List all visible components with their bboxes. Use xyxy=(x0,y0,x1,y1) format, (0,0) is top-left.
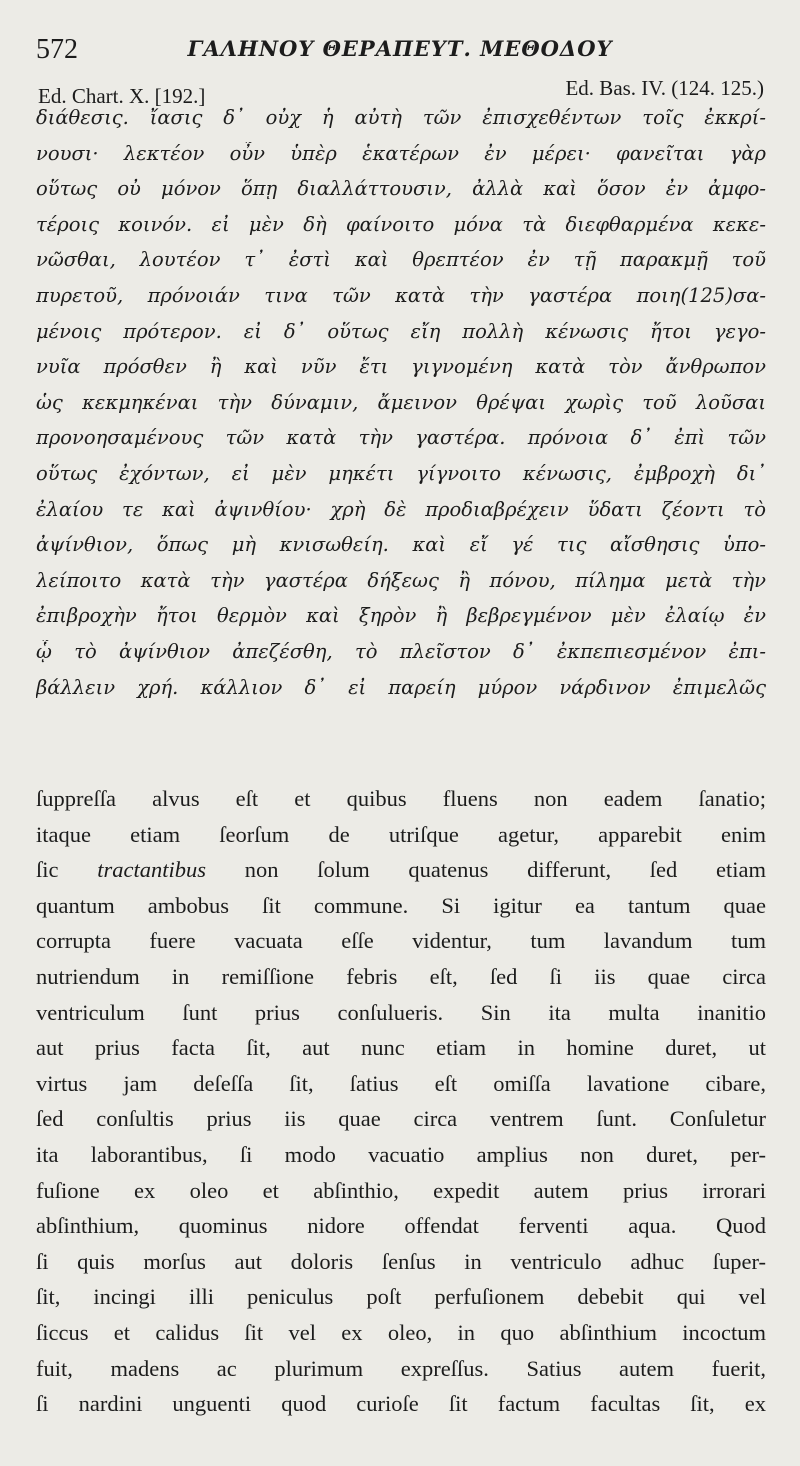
greek-text-line: ἀψίνθιον, ὅπως μὴ κνισωθείη. καὶ εἴ γέ τις αἴσθησις ὑπο- xyxy=(36,533,766,557)
latin-text-line: corrupta fuere vacuata eſſe videntur, tum lavandum tum xyxy=(36,928,766,954)
latin-text-line: ventriculum ſunt prius conſulueris. Sin ita multa inanitio xyxy=(36,999,766,1025)
latin-text-line: ſuppreſſa alvus eſt et quibus fluens non eadem ſanatio; xyxy=(36,786,766,811)
greek-text-line: νυῖα πρόσθεν ἢ καὶ νῦν ἔτι γιγνομένη κατὰ τὸν ἄνθρωπον xyxy=(36,355,766,379)
latin-text-line: nutriendum in remiſſione febris eſt, ſed ſi iis quae circa xyxy=(36,964,766,989)
latin-text-line: virtus jam deſeſſa ſit, ſatius eſt omiſſa lavatione cibare, xyxy=(36,1070,766,1096)
greek-text-line: ἐπιβροχὴν ἤτοι θερμὸν καὶ ξηρὸν ἢ βεβρεγμένον μὲν ἐλαίῳ ἐν xyxy=(36,604,766,628)
italic-word: tractantibus xyxy=(97,857,206,883)
greek-text-line: πυρετοῦ, πρόνοιάν τινα τῶν κατὰ τὴν γαστέρα ποιη(125)σα- xyxy=(36,284,766,307)
latin-text-line: ſed conſultis prius iis quae circa ventrem ſunt. Conſuletur xyxy=(36,1106,766,1132)
latin-text-line: quantum ambobus ſit commune. Si igitur ea tantum quae xyxy=(36,892,766,918)
greek-text-line: βάλλειν χρή. κάλλιον δ᾽ εἰ παρείη μύρον νάρδινον ἐπιμελῶς xyxy=(36,675,766,699)
latin-text-line: itaque etiam ſeorſum de utriſque agetur, apparebit enim xyxy=(36,821,766,847)
greek-text-line: προνοησαμένους τῶν κατὰ τὴν γαστέρα. πρόνοια δ᾽ ἐπὶ τῶν xyxy=(36,426,766,450)
greek-text-line: νουσι· λεκτέον οὖν ὑπὲρ ἑκατέρων ἐν μέρει· φανεῖται γὰρ xyxy=(36,141,766,165)
edition-chartier: Ed. Chart. X. [192.] xyxy=(38,84,206,108)
latin-text-line: aut prius facta ſit, aut nunc etiam in homine duret, ut xyxy=(36,1035,766,1061)
page-number: 572 xyxy=(36,34,78,65)
edition-basel: Ed. Bas. IV. (124. 125.) xyxy=(565,76,764,100)
latin-text-line: ſit, incingi illi peniculus poſt perfuſionem debebit qui vel xyxy=(36,1284,766,1310)
greek-text-line: ἐλαίου τε καὶ ἀψινθίου· χρὴ δὲ προδιαβρέχειν ὕδατι ζέοντι τὸ xyxy=(36,497,766,521)
latin-text-line: ſi quis morſus aut doloris ſenſus in ventriculo adhuc ſuper- xyxy=(36,1248,766,1274)
greek-text-line: οὕτως οὐ μόνον ὅπῃ διαλλάττουσιν, ἀλλὰ καὶ ὅσον ἐν ἀμφο- xyxy=(36,177,766,201)
latin-text-line: abſinthium, quominus nidore offendat ferventi aqua. Quod xyxy=(36,1213,766,1239)
greek-text-line: λείποιτο κατὰ τὴν γαστέρα δήξεως ἢ πόνου, πίλημα μετὰ τὴν xyxy=(36,568,766,592)
greek-text-line: ᾧ τὸ ἀψίνθιον ἀπεζέσθη, τὸ πλεῖστον δ᾽ ἐκπεπιεσμένον ἐπι- xyxy=(36,640,766,663)
greek-text-line: τέροις κοινόν. εἰ μὲν δὴ φαίνοιτο μόνα τὰ διεφθαρμένα κεκε- xyxy=(36,212,766,236)
latin-text-line: ſiccus et calidus ſit vel ex oleo, in quo abſinthium incoctum xyxy=(36,1320,766,1345)
latin-text-line: fuit, madens ac plurimum expreſſus. Satius autem fuerit, xyxy=(36,1355,766,1381)
greek-text-line: νῶσθαι, λουτέον τ᾽ ἐστὶ καὶ θρεπτέον ἐν τῇ παρακμῇ τοῦ xyxy=(36,248,766,272)
greek-text-line: διάθεσις. ἴασις δ᾽ οὐχ ἡ αὐτὴ τῶν ἐπισχεθέντων τοῖς ἐκκρί- xyxy=(36,106,766,129)
greek-text-line: ὡς κεκμηκέναι τὴν δύναμιν, ἄμεινον θρέψαι χωρὶς τοῦ λοῦσαι xyxy=(36,390,766,414)
greek-text-line: μένοις πρότερον. εἰ δ᾽ οὕτως εἴη πολλὴ κένωσις ἤτοι γεγο- xyxy=(36,319,766,343)
running-title: ΓΑΛΗΝΟΥ ΘΕΡΑΠΕΥΤ. ΜΕΘΟΔΟΥ xyxy=(187,36,613,61)
latin-text-line: ita laborantibus, ſi modo vacuatio amplius non duret, per- xyxy=(36,1142,766,1167)
latin-text-line: fuſione ex oleo et abſinthio, expedit autem prius irrorari xyxy=(36,1177,766,1203)
latin-text-line: ſic tractantibus non ſolum quatenus differunt, ſed etiam xyxy=(36,857,766,883)
greek-text-line: οὕτως ἐχόντων, εἰ μὲν μηκέτι γίγνοιτο κένωσις, ἐμβροχὴ δι᾽ xyxy=(36,462,766,485)
latin-text-line: ſi nardini unguenti quod curioſe ſit factum facultas ſit, ex xyxy=(36,1391,766,1417)
